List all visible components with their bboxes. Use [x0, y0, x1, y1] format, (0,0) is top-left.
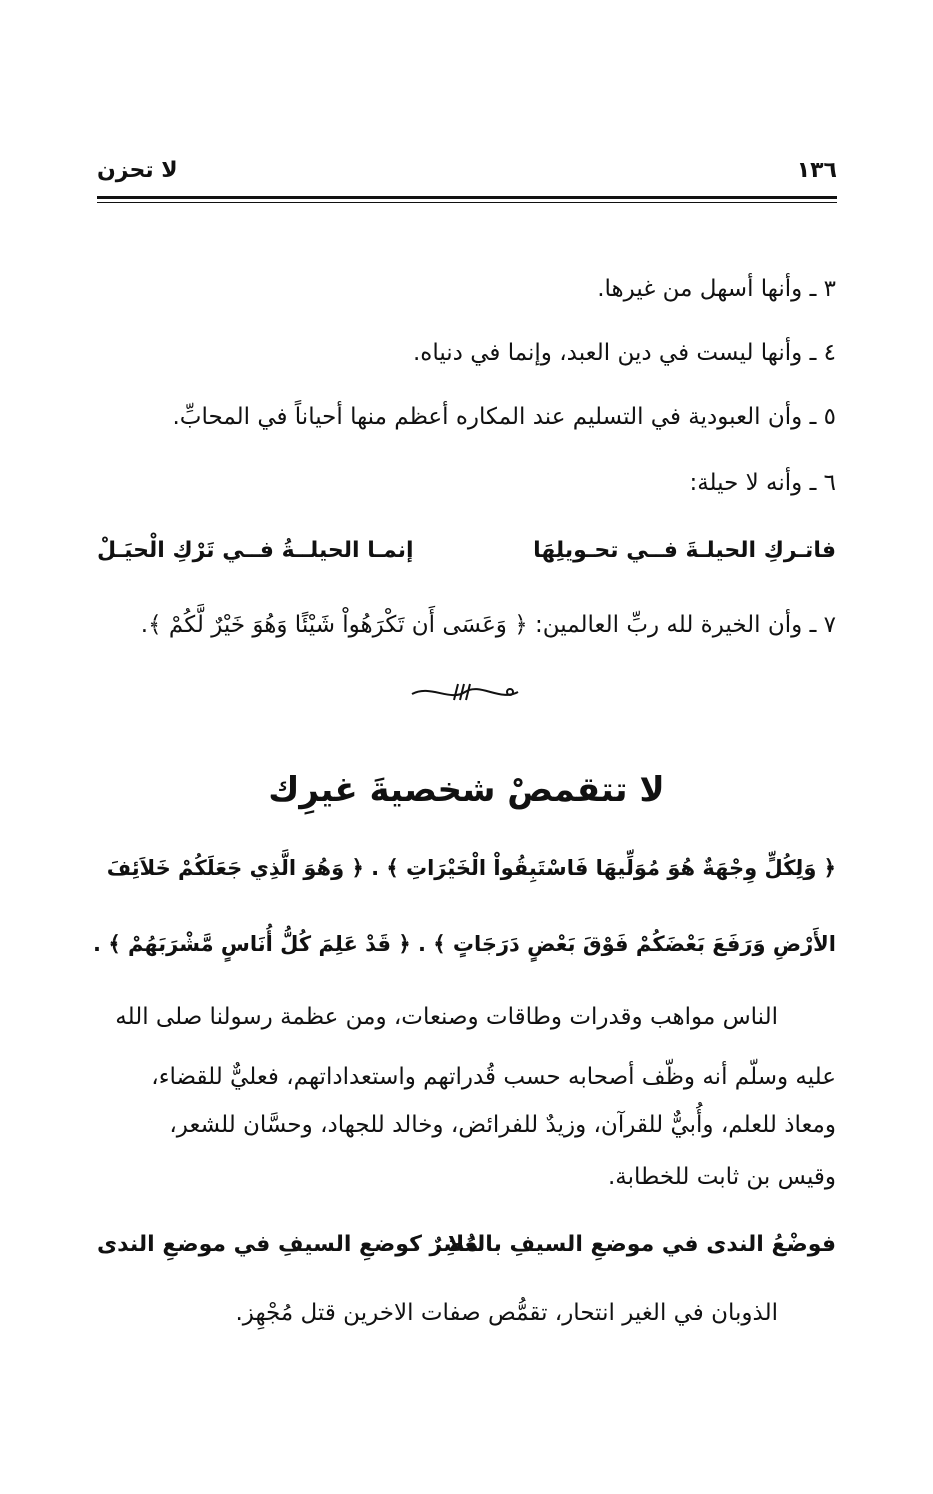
poem-hemistich-first: فوضْعُ الندى في موضعِ السيفِ بالعُلا	[447, 1232, 836, 1257]
paragraph-line: وقيس بن ثابت للخطابة.	[608, 1164, 836, 1190]
quran-verse-line: الأَرْضِ وَرَفَعَ بَعْضَكُمْ فَوْقَ بَعْضٍ دَرَجَاتٍ ﴾ . ﴿ قَدْ عَلِمَ كُلُّ أُنَاسٍ مَّشْرَبَهُمْ ﴾ .	[93, 932, 836, 956]
book-title: لا تحزن	[97, 158, 178, 183]
list-item: ٥ ـ وأن العبودية في التسليم عند المكاره أعظم منها أحياناً في المحابِّ.	[172, 404, 836, 430]
poem-hemistich-second: مُضِرٌ كوضعِ السيفِ في موضعِ الندى	[97, 1232, 479, 1257]
running-header	[97, 158, 837, 198]
header-rule-thick	[97, 196, 837, 199]
list-item: ٧ ـ وأن الخيرة لله ربِّ العالمين: ﴿ وَعَسَى أَن تَكْرَهُواْ شَيْئًا وَهُوَ خَيْرٌ لَّكُمْ ﴾.	[140, 612, 836, 638]
poem-hemistich-second: إنمـا الحيلــةُ فــي تَرْكِ الْحيَـلْ	[97, 538, 414, 563]
paragraph-line: عليه وسلّم أنه وظّف أصحابه حسب قُدراتهم واستعداداتهم، فعليٌّ للقضاء،	[151, 1064, 836, 1090]
page-number: ١٣٦	[796, 158, 837, 183]
list-item: ٤ ـ وأنها ليست في دين العبد، وإنما في دنياه.	[412, 340, 836, 366]
quran-verse-line: ﴿ وَلِكُلٍّ وِجْهَةٌ هُوَ مُوَلِّيهَا فَاسْتَبِقُواْ الْخَيْرَاتِ ﴾ . ﴿ وَهُوَ الَّذِي جَعَلَكُمْ خَلاَئِفَ	[106, 856, 836, 880]
poem-hemistich-first: فاتـركِ الحيلـةَ فــي تحـويلِهَا	[533, 538, 836, 563]
section-heading: لا تتقمصْ شخصيةَ غيرِك	[268, 770, 665, 810]
ornament-divider-icon	[410, 680, 520, 704]
list-item: ٣ ـ وأنها أسهل من غيرها.	[597, 276, 836, 302]
paragraph-line: ومعاذ للعلم، وأُبيٌّ للقرآن، وزيدٌ للفرائض، وخالد للجهاد، وحسَّان للشعر،	[169, 1112, 836, 1138]
header-rule-thin	[97, 202, 837, 203]
paragraph-line: الناس مواهب وقدرات وطاقات وصنعات، ومن عظمة رسولنا صلى الله	[115, 1004, 778, 1030]
closing-line: الذوبان في الغير انتحار، تقمُّص صفات الاخرين قتل مُجْهِز.	[235, 1300, 778, 1326]
list-item: ٦ ـ وأنه لا حيلة:	[689, 470, 836, 496]
